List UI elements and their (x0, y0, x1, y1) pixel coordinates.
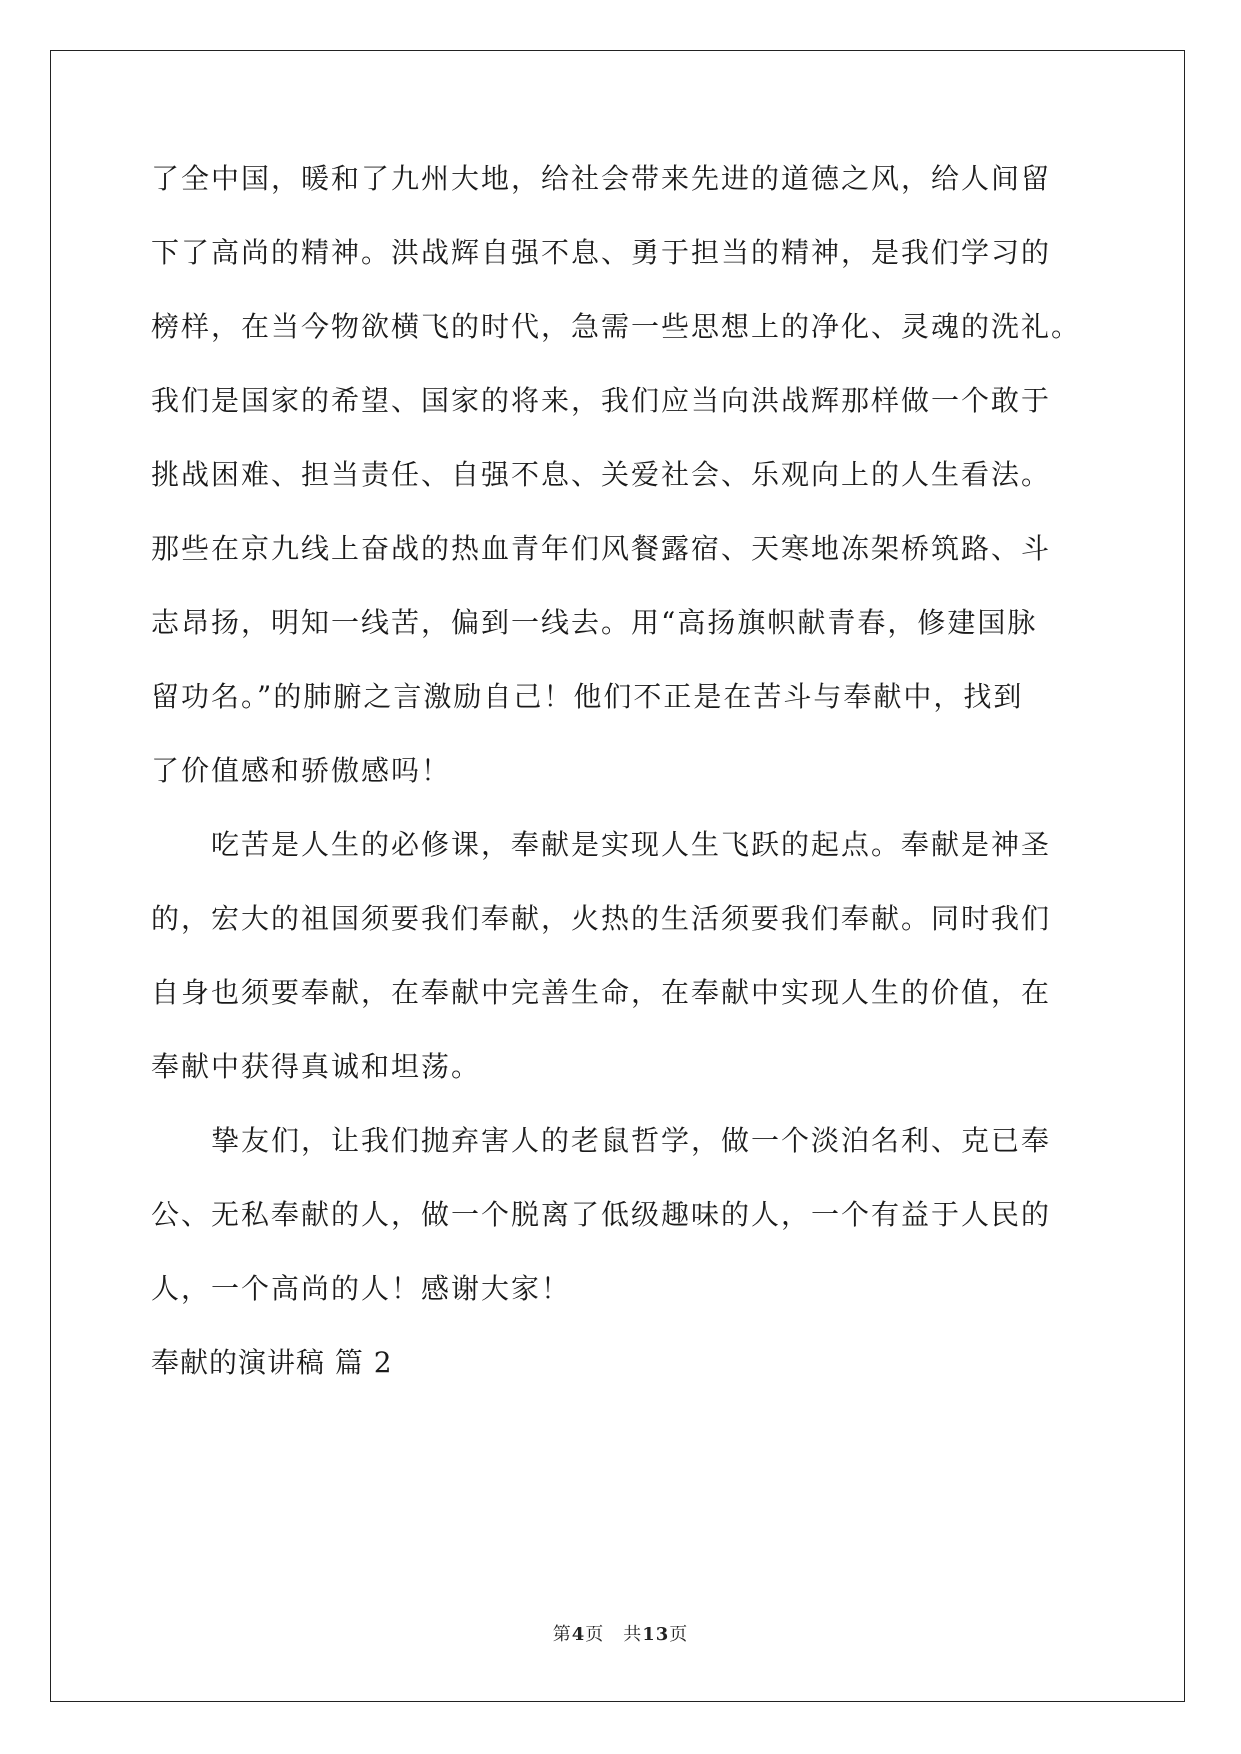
text-line: 志昂扬，明知一线苦，偏到一线去。用“高扬旗帜献青春，修建国脉 (151, 606, 1038, 639)
text-line: 吃苦是人生的必修课，奉献是实现人生飞跃的起点。奉献是神圣 (151, 828, 1052, 861)
text-line: 留功名。”的肺腑之言激励自己！他们不正是在苦斗与奉献中，找到 (151, 680, 1024, 713)
footer-suffix: 页 (669, 1624, 689, 1645)
page-footer (0, 1620, 1241, 1646)
footer-middle: 页 共 (585, 1624, 643, 1645)
text-line: 自身也须要奉献，在奉献中完善生命，在奉献中实现人生的价值，在 (151, 976, 1052, 1009)
text-line: 人，一个高尚的人！感谢大家！ (151, 1272, 572, 1305)
paragraph-2 (151, 824, 1091, 1120)
text-line: 了全中国，暖和了九州大地，给社会带来先进的道德之风，给人间留 (151, 162, 1052, 195)
footer-prefix: 第 (552, 1624, 572, 1645)
paragraph-3 (151, 1120, 1091, 1342)
text-line: 榜样，在当今物欲横飞的时代，急需一些思想上的净化、灵魂的洗礼。 (151, 310, 1082, 343)
text-line: 我们是国家的希望、国家的将来，我们应当向洪战辉那样做一个敢于 (151, 384, 1052, 417)
document-body (151, 158, 1091, 1416)
text-line: 的，宏大的祖国须要我们奉献，火热的生活须要我们奉献。同时我们 (151, 902, 1052, 935)
text-line: 挑战困难、担当责任、自强不息、关爱社会、乐观向上的人生看法。 (151, 458, 1052, 491)
section-heading: 奉献的演讲稿 篇 2 (151, 1346, 393, 1379)
page-number: 4 (571, 1624, 586, 1645)
text-line: 公、无私奉献的人，做一个脱离了低级趣味的人，一个有益于人民的 (151, 1198, 1052, 1231)
paragraph-1 (151, 158, 1091, 824)
text-line: 那些在京九线上奋战的热血青年们风餐露宿、天寒地冻架桥筑路、斗 (151, 532, 1052, 565)
text-line: 奉献中获得真诚和坦荡。 (151, 1050, 482, 1083)
text-line: 挚友们，让我们抛弃害人的老鼠哲学，做一个淡泊名利、克已奉 (151, 1124, 1052, 1157)
total-pages: 13 (642, 1624, 670, 1645)
text-line: 了价值感和骄傲感吗！ (151, 754, 452, 787)
text-line: 下了高尚的精神。洪战辉自强不息、勇于担当的精神，是我们学习的 (151, 236, 1052, 269)
